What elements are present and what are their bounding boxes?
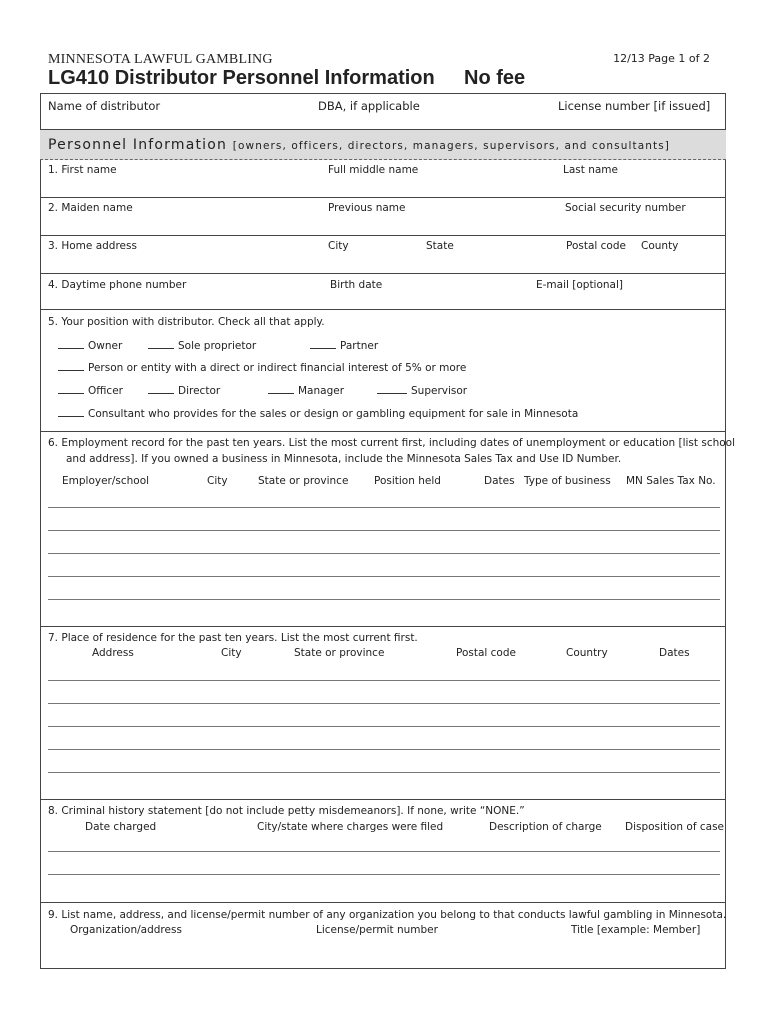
daytime-phone-field[interactable]: 4. Daytime phone number bbox=[48, 279, 187, 291]
employment-col-business-type: Type of business bbox=[524, 475, 611, 487]
partner-checkbox[interactable] bbox=[310, 339, 378, 352]
position-prompt: 5. Your position with distributor. Check all that apply. bbox=[48, 316, 325, 328]
state-field[interactable]: State bbox=[426, 240, 454, 252]
employment-col-employer: Employer/school bbox=[62, 475, 150, 487]
divider bbox=[40, 309, 726, 310]
director-label: Director bbox=[178, 385, 221, 397]
email-field[interactable]: E-mail [optional] bbox=[536, 279, 624, 291]
distributor-name-field[interactable]: Name of distributor bbox=[48, 99, 161, 113]
first-name-field[interactable]: 1. First name bbox=[48, 164, 117, 176]
postal-code-field[interactable]: Postal code bbox=[566, 240, 626, 252]
manager-checkbox[interactable] bbox=[268, 384, 344, 397]
organization-col-license: License/permit number bbox=[316, 924, 438, 936]
financial-interest-blank[interactable] bbox=[58, 361, 84, 371]
partner-label: Partner bbox=[340, 340, 379, 352]
employment-col-city: City bbox=[207, 475, 228, 487]
county-field[interactable]: County bbox=[641, 240, 679, 252]
partner-blank[interactable] bbox=[310, 339, 336, 349]
employment-entry-line[interactable] bbox=[48, 599, 720, 600]
employment-prompt-line1: 6. Employment record for the past ten years. List the most current first, including dates of unemployment or education [list school bbox=[48, 437, 736, 449]
criminal-col-date: Date charged bbox=[85, 821, 157, 833]
criminal-col-disposition: Disposition of case bbox=[625, 821, 724, 833]
criminal-history-prompt: 8. Criminal history statement [do not include petty misdemeanors]. If none, write “NONE.” bbox=[48, 805, 525, 817]
sole-proprietor-checkbox[interactable] bbox=[148, 339, 256, 352]
residence-col-postal: Postal code bbox=[456, 647, 516, 659]
criminal-col-description: Description of charge bbox=[489, 821, 602, 833]
manager-blank[interactable] bbox=[268, 384, 294, 394]
criminal-entry-line[interactable] bbox=[48, 874, 720, 875]
employment-col-sales-tax: MN Sales Tax No. bbox=[626, 475, 716, 487]
residence-entry-line[interactable] bbox=[48, 772, 720, 773]
employment-entry-line[interactable] bbox=[48, 530, 720, 531]
officer-blank[interactable] bbox=[58, 384, 84, 394]
owner-blank[interactable] bbox=[58, 339, 84, 349]
consultant-label: Consultant who provides for the sales or design or gambling equipment for sale in Minnesota bbox=[88, 408, 579, 420]
employment-entry-line[interactable] bbox=[48, 576, 720, 577]
form-title: LG410 Distributor Personnel Information bbox=[48, 67, 435, 89]
divider bbox=[40, 197, 726, 198]
dba-field[interactable]: DBA, if applicable bbox=[318, 99, 420, 113]
divider bbox=[40, 626, 726, 627]
previous-name-field[interactable]: Previous name bbox=[328, 202, 406, 214]
criminal-col-location: City/state where charges were filed bbox=[257, 821, 444, 833]
manager-label: Manager bbox=[298, 385, 345, 397]
residence-col-dates: Dates bbox=[659, 647, 690, 659]
residence-entry-line[interactable] bbox=[48, 680, 720, 681]
employment-col-dates: Dates bbox=[484, 475, 515, 487]
organization-col-address: Organization/address bbox=[70, 924, 182, 936]
supervisor-checkbox[interactable] bbox=[377, 384, 467, 397]
section-title bbox=[48, 137, 670, 153]
revision-page-number: 12/13 Page 1 of 2 bbox=[613, 52, 710, 65]
agency-name: MINNESOTA LAWFUL GAMBLING bbox=[48, 52, 273, 67]
consultant-checkbox[interactable] bbox=[58, 407, 578, 420]
officer-checkbox[interactable] bbox=[58, 384, 123, 397]
organization-prompt: 9. List name, address, and license/permit number of any organization you belong to that conducts lawful gambling in Minnesota. bbox=[48, 909, 727, 921]
owner-checkbox[interactable] bbox=[58, 339, 122, 352]
divider bbox=[40, 235, 726, 236]
owner-label: Owner bbox=[88, 340, 123, 352]
residence-col-address: Address bbox=[92, 647, 134, 659]
director-blank[interactable] bbox=[148, 384, 174, 394]
residence-col-state: State or province bbox=[294, 647, 385, 659]
officer-label: Officer bbox=[88, 385, 123, 397]
organization-col-title: Title [example: Member] bbox=[571, 924, 701, 936]
sole-proprietor-blank[interactable] bbox=[148, 339, 174, 349]
divider bbox=[40, 799, 726, 800]
residence-prompt: 7. Place of residence for the past ten years. List the most current first. bbox=[48, 632, 418, 644]
residence-entry-line[interactable] bbox=[48, 703, 720, 704]
employment-col-position: Position held bbox=[374, 475, 441, 487]
birth-date-field[interactable]: Birth date bbox=[330, 279, 383, 291]
residence-col-country: Country bbox=[566, 647, 608, 659]
home-address-field[interactable]: 3. Home address bbox=[48, 240, 137, 252]
supervisor-blank[interactable] bbox=[377, 384, 407, 394]
divider bbox=[40, 431, 726, 432]
sole-proprietor-label: Sole proprietor bbox=[178, 340, 257, 352]
last-name-field[interactable]: Last name bbox=[563, 164, 618, 176]
fee-notice: No fee bbox=[464, 67, 526, 89]
employment-entry-line[interactable] bbox=[48, 553, 720, 554]
director-checkbox[interactable] bbox=[148, 384, 220, 397]
residence-entry-line[interactable] bbox=[48, 749, 720, 750]
residence-col-city: City bbox=[221, 647, 242, 659]
supervisor-label: Supervisor bbox=[411, 385, 468, 397]
city-field[interactable]: City bbox=[328, 240, 349, 252]
employment-prompt-line2: and address]. If you owned a business in Minnesota, include the Minnesota Sales Tax and Use ID Number. bbox=[66, 453, 622, 465]
divider bbox=[40, 902, 726, 903]
employment-col-state: State or province bbox=[258, 475, 349, 487]
form-body bbox=[40, 93, 726, 969]
license-number-field[interactable]: License number [if issued] bbox=[558, 99, 711, 113]
criminal-entry-line[interactable] bbox=[48, 851, 720, 852]
employment-entry-line[interactable] bbox=[48, 507, 720, 508]
ssn-field[interactable]: Social security number bbox=[565, 202, 686, 214]
residence-entry-line[interactable] bbox=[48, 726, 720, 727]
maiden-name-field[interactable]: 2. Maiden name bbox=[48, 202, 133, 214]
financial-interest-label: Person or entity with a direct or indirect financial interest of 5% or more bbox=[88, 362, 467, 374]
consultant-blank[interactable] bbox=[58, 407, 84, 417]
financial-interest-checkbox[interactable] bbox=[58, 361, 466, 374]
middle-name-field[interactable]: Full middle name bbox=[328, 164, 419, 176]
section-subtitle: [owners, officers, directors, managers, supervisors, and consultants] bbox=[232, 140, 670, 152]
divider bbox=[40, 273, 726, 274]
section-title-text: Personnel Information bbox=[48, 137, 228, 153]
